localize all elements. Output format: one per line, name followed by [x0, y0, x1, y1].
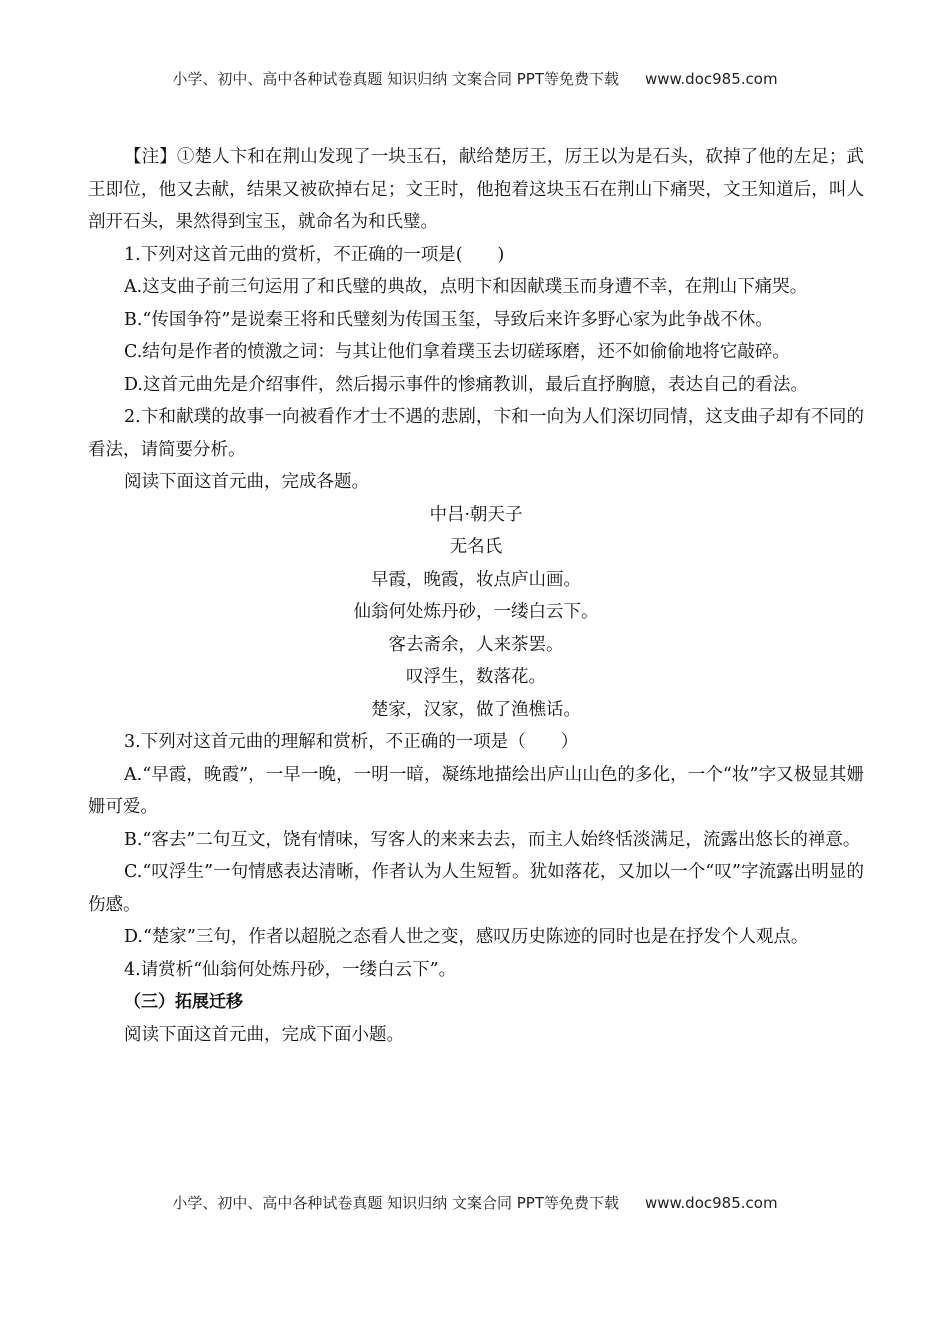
- question-3-option-b: B.“客去”二句互文，饶有情味，写客人的来来去去，而主人始终恬淡满足，流露出悠长的禅意。: [124, 829, 861, 850]
- poem-line: 叹浮生，数落花。: [406, 667, 546, 687]
- reading-instruction: 阅读下面这首元曲，完成各题。: [124, 472, 369, 492]
- footer-url[interactable]: www.doc985.com: [644, 1194, 778, 1212]
- question-4: 4.请赏析“仙翁何处炼丹砂，一缕白云下”。: [124, 959, 457, 980]
- poem-author: 无名氏: [449, 537, 503, 557]
- question-3-option-d: D.“楚家”三句，作者以超脱之态看人世之变，感叹历史陈迹的同时也是在抒发个人观点。: [124, 927, 809, 947]
- poem-line: 仙翁何处炼丹砂，一缕白云下。: [353, 602, 599, 622]
- question-3-option-c: C.“叹浮生”一句情感表达清晰，作者认为人生短暂。犹如落花，又加以一个“叹”字流露出明显的伤感。: [88, 862, 864, 915]
- reading-instruction-2: 阅读下面这首元曲，完成下面小题。: [124, 1024, 404, 1045]
- section-heading: （三）拓展迁移: [124, 992, 243, 1012]
- poem-line: 早霞，晚霞，妆点庐山画。: [371, 569, 581, 590]
- footer-text: 小学、初中、高中各种试卷真题 知识归纳 文案合同 PPT等免费下载: [172, 1194, 619, 1212]
- question-1-option-a: A.这支曲子前三句运用了和氏璧的典故，点明卞和因献璞玉而身遭不幸，在荆山下痛哭。: [124, 277, 808, 297]
- header-url[interactable]: www.doc985.com: [644, 70, 778, 88]
- question-2: 2.卞和献璞的故事一向被看作才士不遇的悲剧，卞和一向为人们深切同情，这支曲子却有不同的看法，请简要分析。: [88, 407, 864, 460]
- poem-line: 客去斋余，人来茶罢。: [388, 634, 564, 655]
- poem: [88, 499, 864, 727]
- poem-line: 楚家，汉家，做了渔樵话。: [371, 699, 581, 720]
- page-footer: [0, 1192, 950, 1213]
- question-1-option-b: B.“传国争符”是说秦王将和氏璧刻为传国玉玺，导致后来许多野心家为此争战不休。: [124, 309, 773, 330]
- question-3-option-a: A.“早霞，晚霞”，一早一晚，一明一暗，凝练地描绘出庐山山色的多化，一个“妆”字又极显其姗姗可爱。: [88, 764, 864, 817]
- question-3-stem: 3.下列对这首元曲的理解和赏析，不正确的一项是（ ）: [124, 732, 579, 752]
- poem-title: 中吕·朝天子: [429, 504, 523, 525]
- question-1-option-c: C.结句是作者的愤激之词：与其让他们拿着璞玉去切磋琢磨，还不如偷偷地将它敲碎。: [124, 342, 790, 362]
- header-text: 小学、初中、高中各种试卷真题 知识归纳 文案合同 PPT等免费下载: [172, 70, 619, 88]
- document-body: [88, 141, 864, 1051]
- question-1-option-d: D.这首元曲先是介绍事件，然后揭示事件的惨痛教训，最后直抒胸臆，表达自己的看法。: [124, 374, 808, 395]
- question-1-stem: 1.下列对这首元曲的赏析，不正确的一项是( ): [124, 244, 505, 265]
- page-header: [0, 68, 950, 89]
- annotation-note: 【注】①楚人卞和在荆山发现了一块玉石，献给楚厉王，厉王以为是石头，砍掉了他的左足；武王即位，他又去献，结果又被砍掉右足；文王时，他抱着这块玉石在荆山下痛哭，文王知道后，叫人剖开石头，果然得到宝玉，就命名为和氏璧。: [88, 147, 864, 232]
